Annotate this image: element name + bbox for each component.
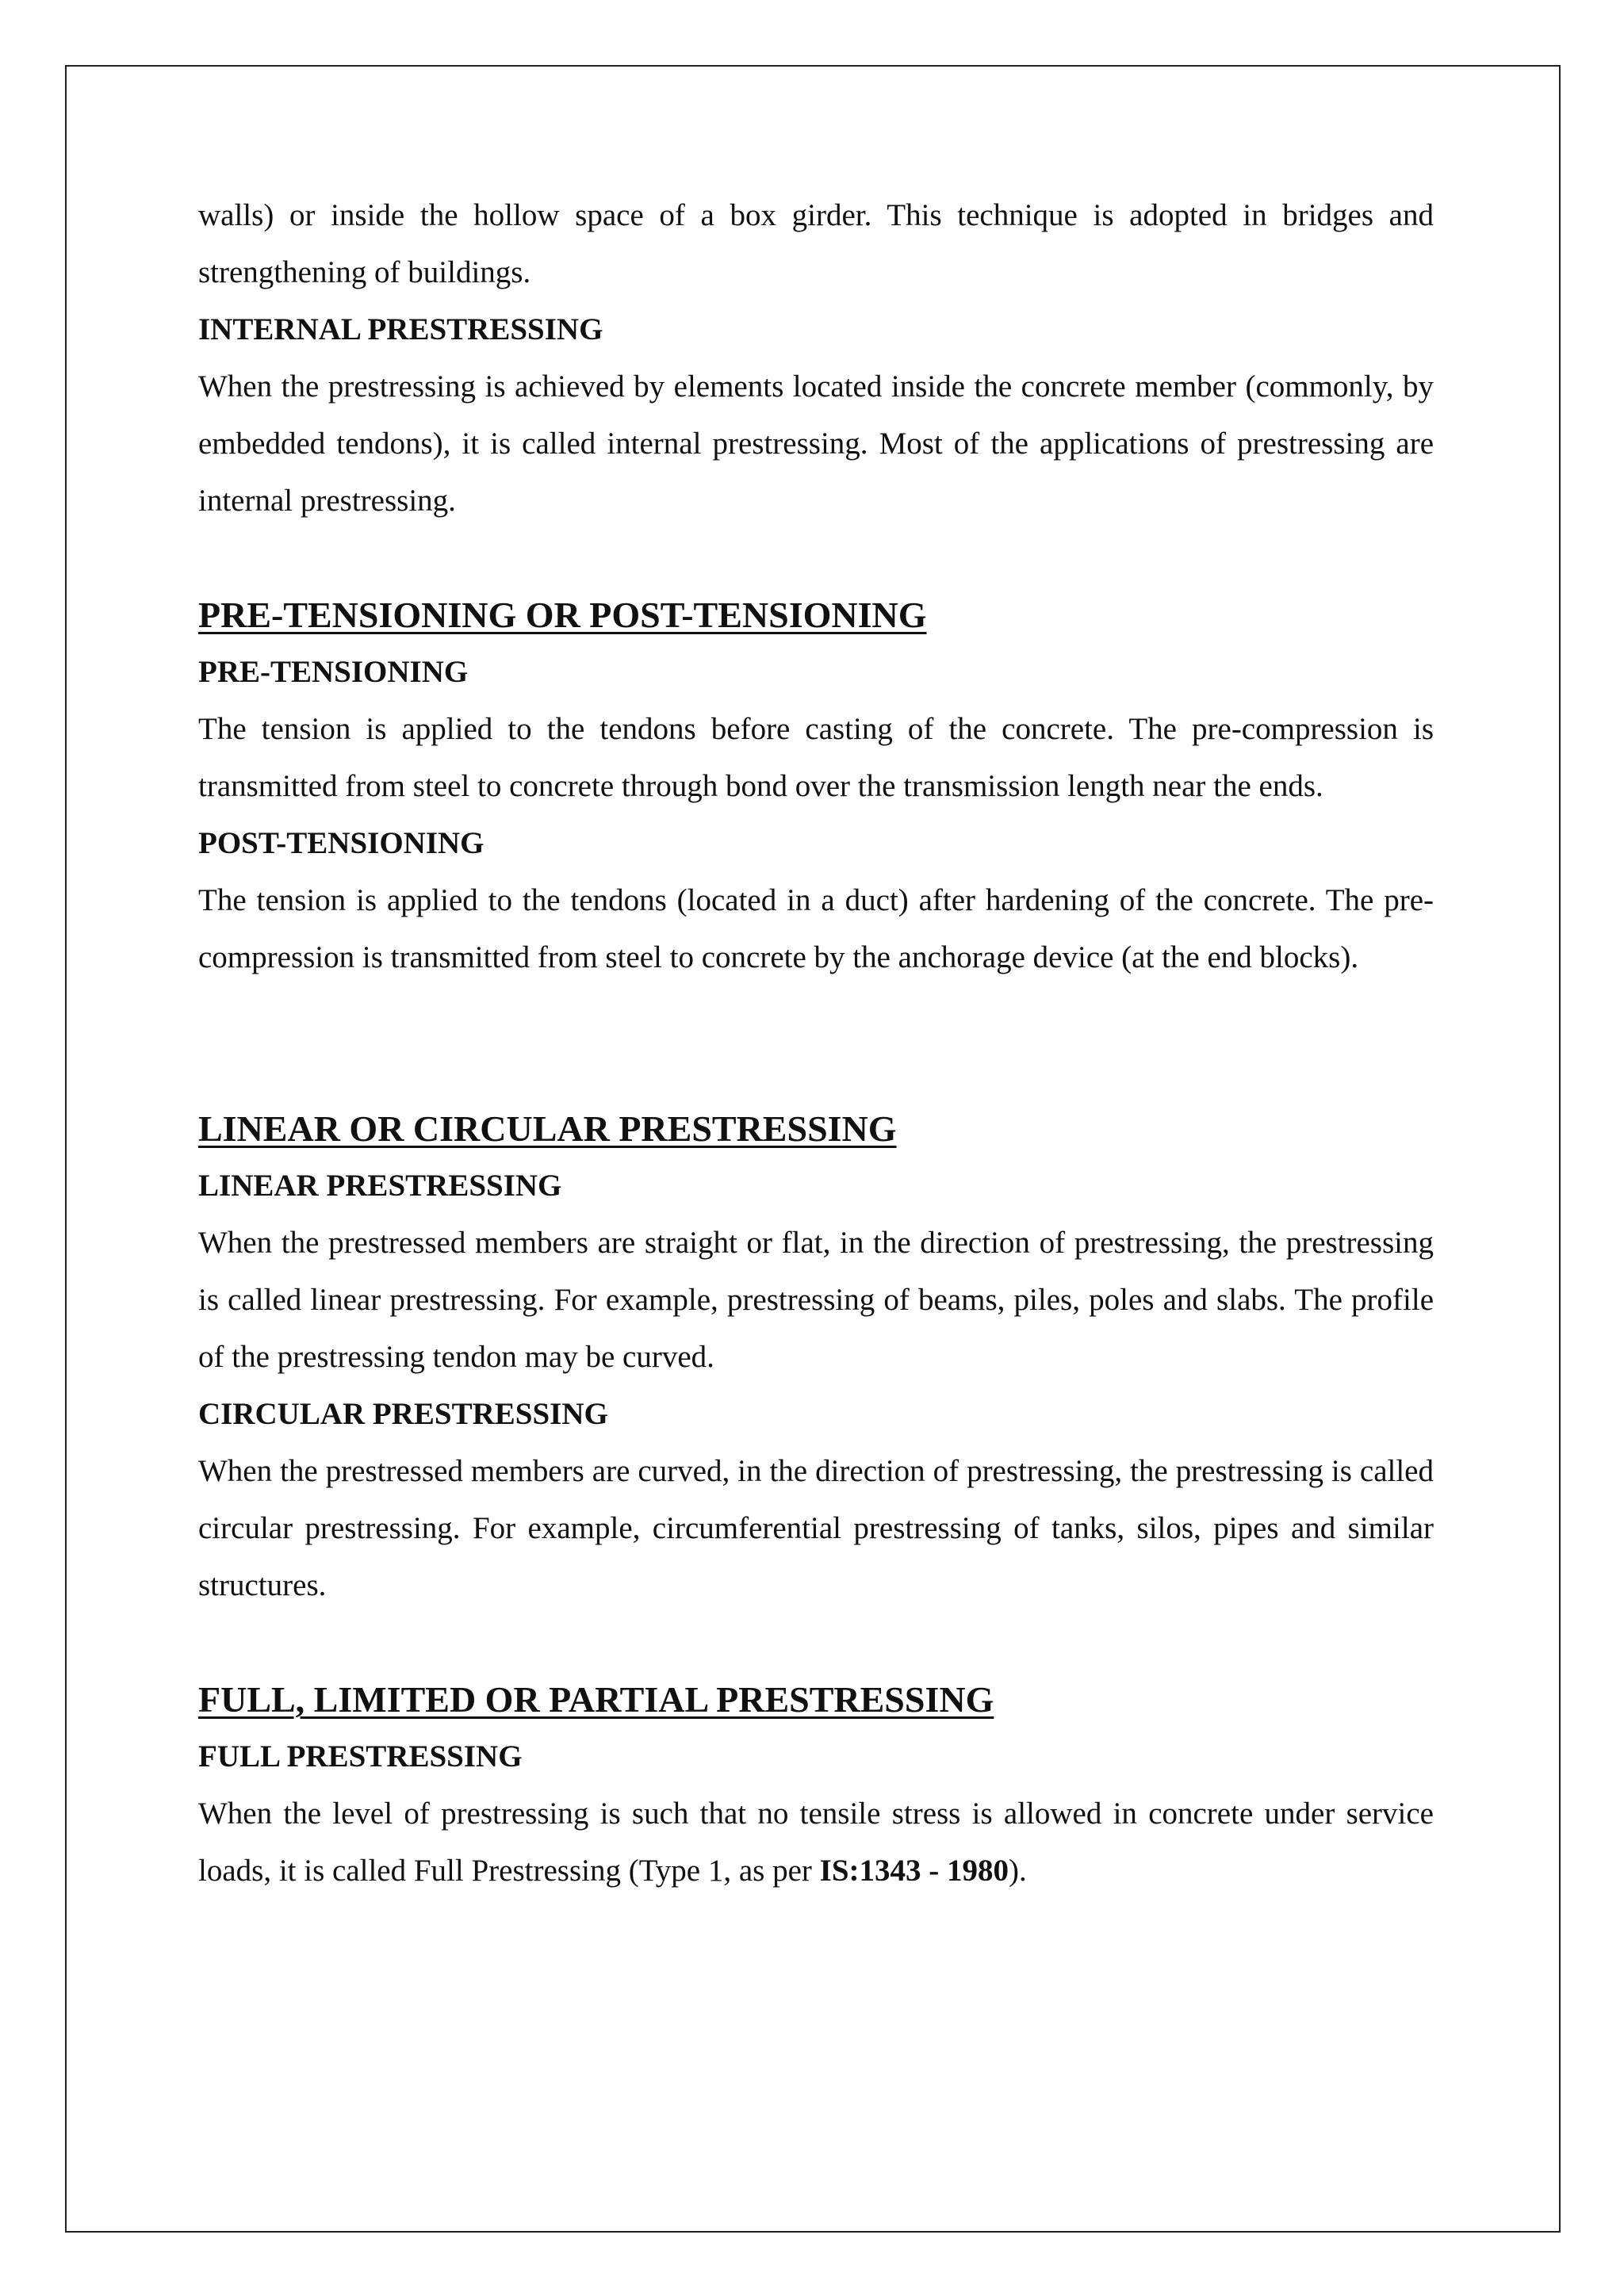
intro-paragraph: walls) or inside the hollow space of a box girder. This technique is adopted in bridges and strengthening of buildings.	[198, 198, 1434, 289]
pre-tensioning-paragraph: The tension is applied to the tendons before casting of the concrete. The pre-compression is transmitted from steel to concrete through bond over the transmission length near the ends.	[198, 712, 1434, 803]
spacer	[198, 530, 1434, 587]
internal-prestressing-paragraph: When the prestressing is achieved by elements located inside the concrete member (commonly, by embedded tendons), it is called internal prestressing. Most of the applications of prestressing are internal prestressing.	[198, 369, 1434, 518]
pre-tensioning-heading: PRE-TENSIONING	[198, 655, 469, 689]
spacer	[198, 986, 1434, 1100]
post-tensioning-heading: POST-TENSIONING	[198, 826, 485, 860]
linear-circular-title: LINEAR OR CIRCULAR PRESTRESSING	[198, 1108, 897, 1149]
post-tensioning-paragraph: The tension is applied to the tendons (located in a duct) after hardening of the concrete. The pre-compression is transmitted from steel to concrete by the anchorage device (at the end blocks).	[198, 883, 1434, 974]
full-prestressing-text-end: ).	[1008, 1854, 1027, 1888]
full-prestressing-heading: FULL PRESTRESSING	[198, 1739, 523, 1774]
full-prestressing-paragraph	[198, 1785, 1434, 1900]
standard-reference: IS:1343 - 1980	[819, 1854, 1009, 1888]
circular-prestressing-paragraph: When the prestressed members are curved, in the direction of prestressing, the prestressing is called circular prestressing. For example, circumferential prestressing of tanks, silos, pipes and similar structures.	[198, 1454, 1434, 1602]
linear-prestressing-paragraph: When the prestressed members are straight or flat, in the direction of prestressing, the prestressing is called linear prestressing. For example, prestressing of beams, piles, poles and slabs. The profile of the prestressing tendon may be curved.	[198, 1226, 1434, 1374]
full-limited-partial-title: FULL, LIMITED OR PARTIAL PRESTRESSING	[198, 1679, 994, 1720]
pre-post-tensioning-title: PRE-TENSIONING OR POST-TENSIONING	[198, 595, 927, 635]
document-body	[198, 187, 1434, 1900]
internal-prestressing-heading: INTERNAL PRESTRESSING	[198, 312, 603, 346]
linear-prestressing-heading: LINEAR PRESTRESSING	[198, 1169, 562, 1203]
full-prestressing-text: When the level of prestressing is such that no tensile stress is allowed in concrete under service loads, it is called Full Prestressing (Type 1, as per	[198, 1797, 1434, 1888]
circular-prestressing-heading: CIRCULAR PRESTRESSING	[198, 1397, 608, 1431]
spacer	[198, 1614, 1434, 1671]
